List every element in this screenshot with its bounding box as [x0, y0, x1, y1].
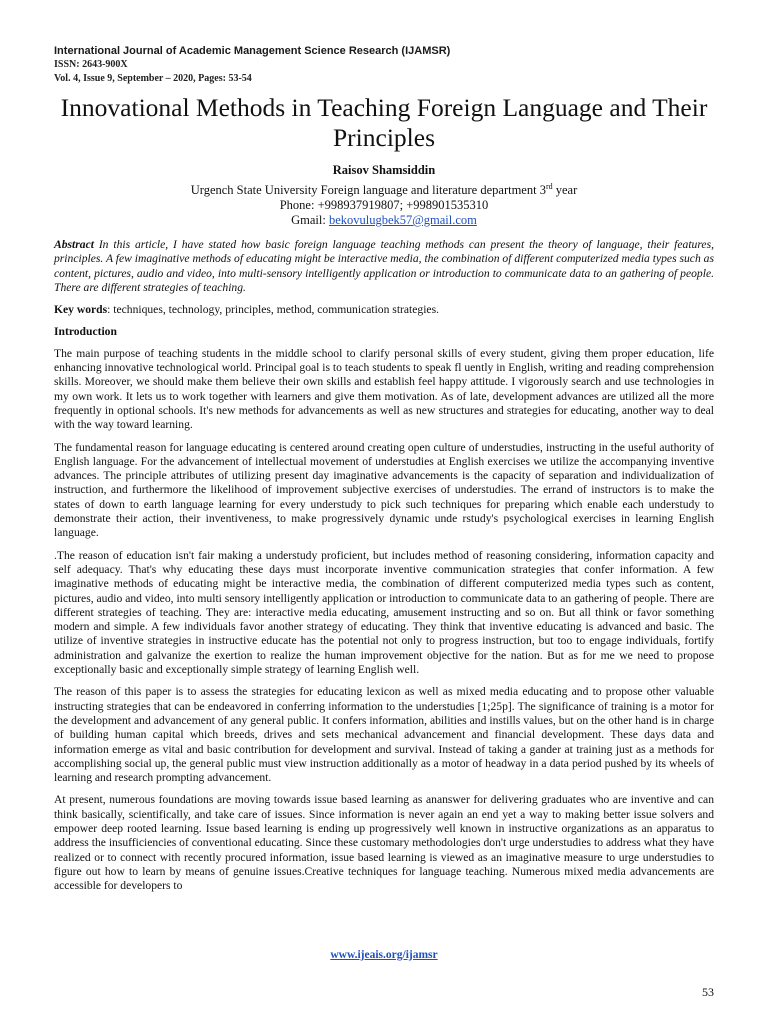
keywords-text: : techniques, technology, principles, method, communication strategies. [107, 303, 439, 317]
journal-volume: Vol. 4, Issue 9, September – 2020, Pages: 53-54 [54, 73, 252, 84]
page-number: 53 [702, 985, 714, 999]
author-affiliation [0, 183, 768, 228]
email-link[interactable]: bekovulugbek57@gmail.com [328, 213, 477, 227]
paper-title: Innovational Methods in Teaching Foreign Language and Their Principles [60, 93, 708, 152]
abstract-text: In this article, I have stated how basic foreign language teaching methods can present the theory of language, their features, principles. A few imaginative methods of educating might be interactive media, the combination of different computerized media types such as content, pictures, audio and video, into multi-sensory intelligently application or introduction to communicate data to an gathering of people. There are different strategies of teaching. [54, 238, 714, 294]
gmail-label: Gmail: [291, 213, 329, 227]
abstract [54, 238, 714, 295]
paragraph-1: The main purpose of teaching students in the middle school to clarify personal skills of every student, giving them proper education, life enhancing innovative technological world. Principal goal is to teach students to speak fl uently in English, writing and reading comprehension skills. Moreover, we should make them believe their own skills and establish feel happy attitude. I vigorously search and use technologies in my own work. It lets us to work together with learners and give them motivation. As of late, development advances are utilized all the more frequently in optional schools. It's new methods for advancements as well as new structures and strategies for educating, another way to deal with the way toward learning. [54, 346, 714, 432]
affiliation-line [0, 183, 768, 198]
keywords-label: Key words [54, 303, 108, 317]
paragraph-5: At present, numerous foundations are moving towards issue based learning as ananswer for delivering graduates who are inventive and can think basically, scientifically, and take care of issues. Since information is never again an end yet a way to making better issue solvers and empower deep rooted learning. Issue based learning is ending up progressively well known in instructive organizations as an apparatus to address the insufficiencies of conventional educating. Since these customary methodologies don't urge understudies to address what they have realized or to connect with recently procured information, issue based learning is viewed as an imaginative measure to urge understudies to figure out how to learn by means of genuine issues.Creative techniques for language teaching. Numerous mixed media advancements are accessible for developers to [54, 793, 714, 893]
gmail-line [0, 213, 768, 228]
paper-body [54, 238, 714, 901]
keywords [54, 303, 714, 317]
author-name: Raisov Shamsiddin [332, 163, 436, 177]
affiliation-text: Urgench State University Foreign language and literature department 3 [190, 183, 546, 197]
affiliation-year: year [552, 183, 578, 197]
journal-header [54, 44, 450, 86]
affiliation-sup: rd [545, 182, 553, 191]
paragraph-2: The fundamental reason for language educating is centered around creating open culture of understudies, instructing in the useful authority of English language. For the advancement of intellectual movement of understudies at English exercises we utilize the accompanying inventive advances. The principle attributes of utilizing present day imaginative advancements is the capacity of separation and individualization of instruction, and furthermore the likelihood of improvement subjective exercises of understudies. The errand of instructors is to make the states of down to earth language learning for every understudy to pick such techniques for preparing which enable each understudy to demonstrate their action, their inventiveness, to make progressively dynamic unde rstudy's psychological exercises in learning English language. [54, 440, 714, 540]
abstract-label: Abstract [54, 238, 94, 251]
paragraph-4: The reason of this paper is to assess the strategies for educating lexicon as well as mixed media educating and to propose other valuable instructing strategies that can be endeavored in conferring information to the understudies [1;25p]. The significance of training is a motor for the development and advancement of any general public. It confers information, abilities and instills values, but on the other hand is in charge of building human capital which breeds, drives and sets mechanical advancement and financial development. These days data and information emerge as vital and basic contribution for development and survival. Instead of taking a gander at training just as a methods for accomplishing social up, the general public must view instruction additionally as a motor of headway in a data period pushed by its wheels of learning and research prompting advancement. [54, 685, 714, 785]
phone-line: Phone: +998937919807; +998901535310 [279, 198, 489, 212]
footer-website-link[interactable]: www.ijeais.org/ijamsr [330, 949, 438, 961]
section-heading-introduction: Introduction [54, 325, 117, 339]
journal-issn: ISSN: 2643-900X [54, 59, 128, 70]
journal-name: International Journal of Academic Management Science Research (IJAMSR) [54, 45, 451, 57]
paragraph-3: .The reason of education isn't fair making a understudy proficient, but includes method of reasoning considering, information capacity and self adequacy. That's why educating these days must incorporate inventive communication strategies that confer information. A few imaginative methods of educating might be interactive media, the combination of different computerized media types such as content, pictures, audio and video, into multi sensory intelligently application or introduction to communicate data to an gathering of people. There are different strategies of teaching. They are: interactive media educating, amusement instructing and so on. But all think or favor something modern and simple. A few individuals favor another strategy of educating. They think that inventive educating is advanced and basic. The utilize of inventive strategies in instructive educate has the potential not only to progress instruction, but too to engage individuals, fortify administration and galvanize the exertion to realize the human improvement objective for the nation. But as for me we need to propose exceptionally basic and exceptionally simple strategy of learning English well. [54, 548, 714, 677]
